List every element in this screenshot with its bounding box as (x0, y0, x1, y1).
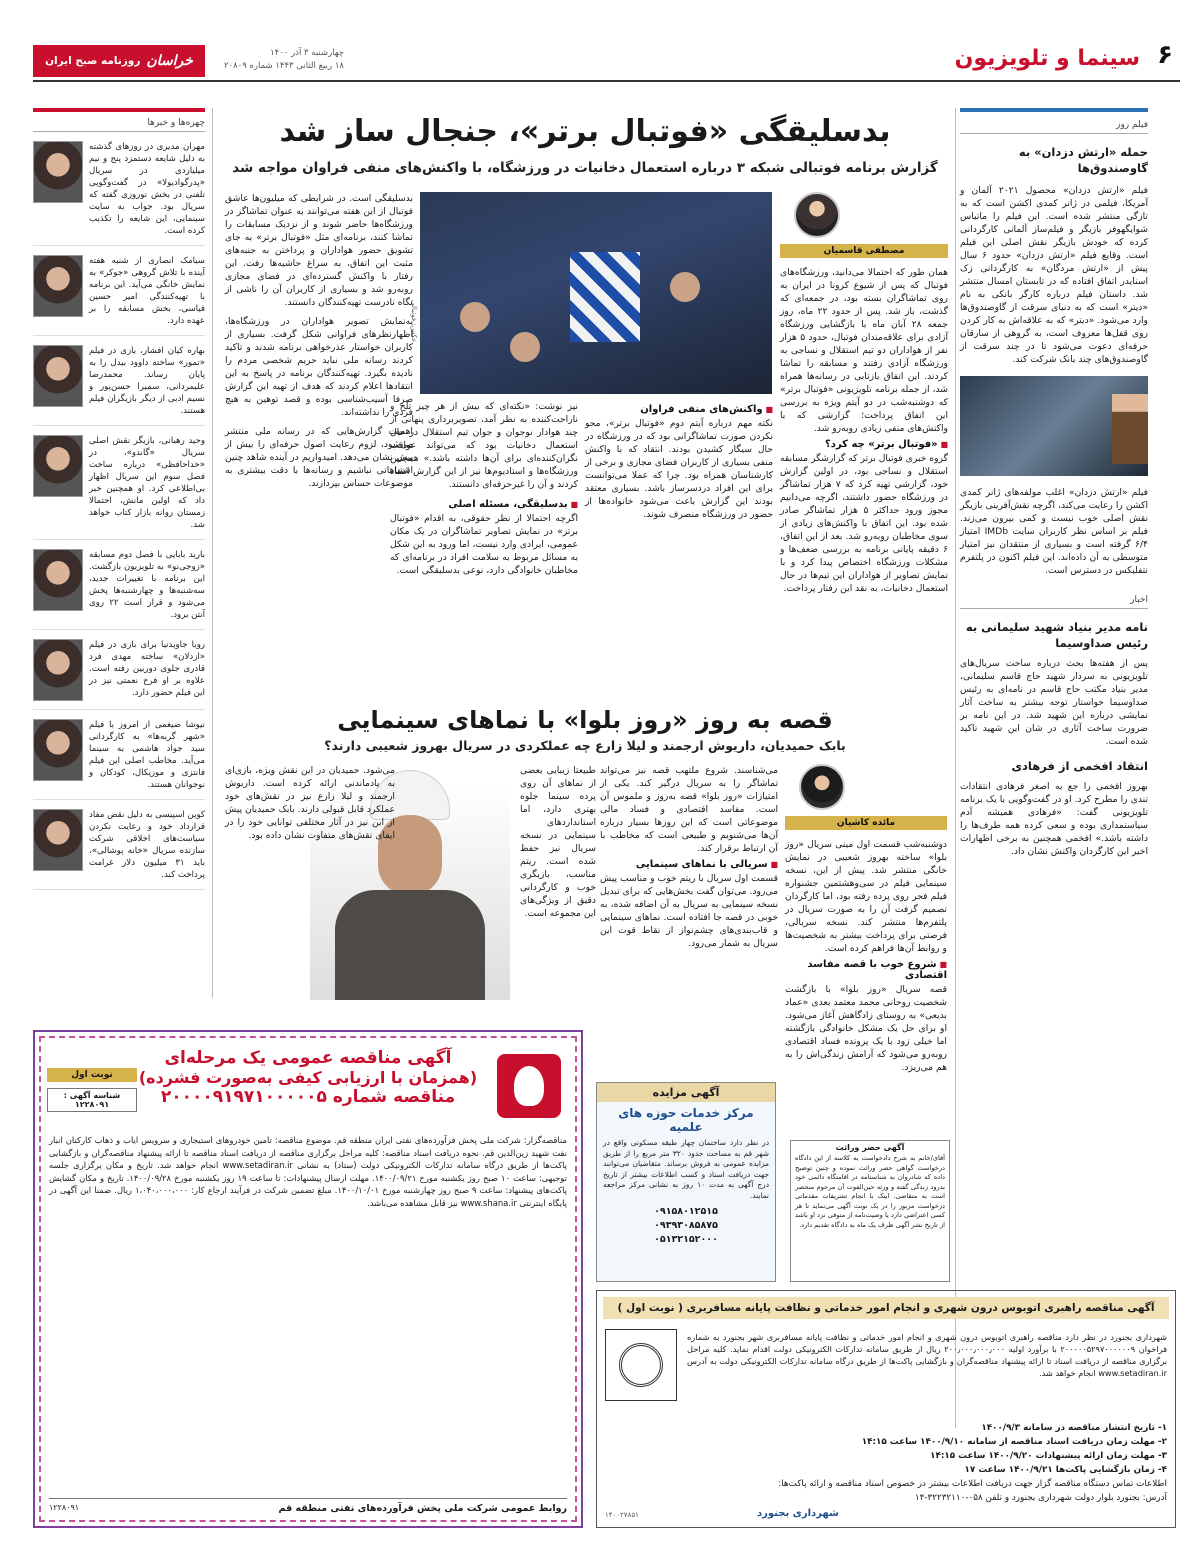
left-column-header: چهره‌ها و خبرها (33, 118, 205, 132)
people-news-item (33, 639, 205, 710)
people-news-item (33, 719, 205, 800)
main-paragraph-1: همان طور که احتمالا می‌دانید، ورزشگاه‌های فوتبال که پس از شیوع کرونا در ایران به روی تماشاگران بسته بود، در جمعه‌ای که گذشت، باز شد. پس از حدود ۲۲ ماه، روز جمعه ۲۸ آبان ماه با بازگشایی ورزشگاه آزادی برای علاقه‌مندان فوتبال، حدود ۵ هزار نفر از هواداران دو تیم استقلال و نساجی به ورزشگاه آزادی رفتند و مسابقه را تماشا کردند. این اتفاق بازتابی در رسانه‌ها همراه شد، از جمله برنامه تلویزیونی «فوتبال برتر» که دوشنبه‌شب در دو آیتم ویژه به بررسی این اتفاق پرداخت؛ گزارشی که با واکنش‌های منفی زیادی روبه‌رو شد. (780, 267, 948, 434)
main-article-lead: گزارش برنامه فوتبالی شبکه ۳ درباره استعمال دخانیات در ورزشگاه، با واکنش‌های منفی فراوان مواجه شد (232, 160, 938, 176)
main-subhead-2: ■ واکنش‌های منفی فراوان (585, 404, 773, 415)
second-paragraph-3: قسمت اول سریال با ریتم خوب و مناسب پیش می‌رود. می‌توان گفت بخش‌هایی که برای تبدیل نسخه سینمایی به سریال به آن اضافه شده، به خوبی در قصه جا افتاده است. نماهای سینمایی و قاب‌بندی‌های چشم‌نواز از نقاط قوت این سریال به شمار می‌رود. (600, 873, 778, 949)
brand-name: خراسان (146, 53, 193, 69)
section-title: سینما و تلویزیون (954, 46, 1140, 71)
person-photo (33, 345, 83, 407)
main-paragraph-7: به‌نمایش تصویر هواداران در ورزشگاه‌ها، اظهارنظرهای فراوانی شکل گرفت. بسیاری از کاربران خواستار عذرخواهی برنامه شدند و تاکید کردند رسانه ملی نباید حریم شخصی مردم را نادیده بگیرد. تهیه‌کنندگان برنامه در پاسخ به این انتقادها اعلام کردند که هدف از تهیه این گزارش صرفا آسیب‌شناسی بوده و قصد توهین به هیچ فردی را نداشته‌اند. (225, 316, 413, 418)
robe-shape (335, 890, 485, 1000)
ad-title-2: (همزمان با ارزیابی کیفی به‌صورت فشرده) (138, 1068, 478, 1087)
brand-tagline: روزنامه صبح ایران (45, 55, 141, 67)
author-name-2: مائده کاشیان (785, 816, 947, 830)
fan-face (510, 332, 540, 362)
people-news-item (33, 809, 205, 890)
municipal-date-3: ۳- مهلت زمان ارائه پیشنهادات ۱۴۰۰/۹/۲۰ ساعت ۱۴:۱۵ (930, 1451, 1167, 1461)
second-paragraph-5: طبیعتا زیبایی بعضی از نماهای آن روی پرده سینما جلوه بهتری دارد، اما استانداردهای سینمایی در نسخه سریال نیز حفظ شده است. ریتم مناسب، بازیگری خوب و کارگردانی دقیق از ویژگی‌های این مجموعه است. (520, 765, 596, 919)
second-col-2 (600, 764, 778, 950)
people-news-item (33, 435, 205, 540)
main-subhead-1: ■ «فوتبال برتر» چه کرد؟ (780, 439, 948, 450)
auction-phone-1: ۰۹۱۵۸۰۱۲۵۱۵ (654, 1206, 718, 1217)
box1-paragraph-1: فیلم «ارتش دزدان» محصول ۲۰۲۱ آلمان و آمریکا، فیلمی در ژانر کمدی اکشن است که به تازگی منتشر شده است. این فیلم را ماتیاس شوایگهوفر بازیگر و فیلم‌ساز آلمانی کارگردانی کرده که خودش بازیگر نقش اصلی این فیلم است. وقایع فیلم «ارتش دزدان» حدود ۶ سال پیش از «ارتش مردگان» به کارگردانی زک اسنایدر اتفاق افتاده که در تابستان امسال منتشر شد. داستان فیلم درباره کارگر بانکی به نام «دیتر» است که به دنیای سرقت از گاوصندوق‌ها وارد می‌شود. «دیتر» که به علاقه‌اش به کار کردن روی قفل‌ها معروف است، به گروهی از سارقان حرفه‌ای دعوت می‌شود تا در چند سرقت از گاوصندوق‌های چند بانک شرکت کند. (960, 185, 1149, 365)
box2-title-1: نامه مدیر بنیاد شهید سلیمانی به رئیس صداوسیما (965, 620, 1148, 650)
second-article-title: قصه به روز «روز بلوا» با نماهای سینمایی (337, 706, 833, 734)
municipal-date-4: ۴- زمان بازگشایی پاکت‌ها ۱۴۰۰/۹/۲۱ ساعت ۱۷ (964, 1465, 1167, 1475)
people-news-text: رویا جاویدنیا برای بازی در فیلم «ازدلان» ساخته مهدی فرد قادری جلوی دوربین رفته است. علاوه بر او فرخ نعمتی نیز در این فیلم حضور دارد. (89, 640, 205, 698)
box1-title: حمله «ارتش دزدان» به گاوصندوق‌ها (1018, 145, 1148, 175)
ad-meta (47, 1068, 137, 1112)
fan-face (460, 302, 490, 332)
author-name: مصطفی قاسمیان (780, 244, 948, 258)
main-paragraph-8: اهمیت گزارش‌هایی که در رسانه ملی منتشر می‌شود، لزوم رعایت اصول حرفه‌ای را بیش از پیش نشان می‌دهد. امیدواریم در آینده شاهد چنین اشتباهاتی نباشیم و رسانه‌ها با دقت بیشتری به موضوعات حساس بپردازند. (225, 426, 413, 489)
film-still-photo (960, 376, 1148, 476)
auction-title-1: آگهی مزایده (597, 1083, 775, 1102)
legal-notice-ad (790, 1140, 950, 1282)
municipal-date-2: ۲- مهلت زمان دریافت اسناد مناقصه از سامانه ۱۴۰۰/۹/۱۰ ساعت ۱۴:۱۵ (861, 1437, 1167, 1447)
ad-heading (135, 1048, 481, 1107)
ad-title-3: مناقصه شماره ۲۰۰۰۰۹۱۹۷۱۰۰۰۰۰۵ (160, 1087, 456, 1107)
municipal-title: آگهی مناقصه راهبری اتوبوس درون شهری و انجام امور خدماتی و نظافت پایانه مسافربری ( نوبت اول ) (603, 1297, 1169, 1319)
author-avatar (794, 192, 840, 238)
second-article-lead: بابک حمیدیان، داریوش ارجمند و لیلا زارع چه عملکردی در سریال بهروز شعیبی دارند؟ (324, 738, 846, 753)
header-rule (33, 80, 1180, 82)
people-news-text: نیوشا ضیغمی از امروز با فیلم «شهر گربه‌ها» به کارگردانی سید جواد هاشمی به سینما می‌آید. مخاطب اصلی این فیلم فانتزی و موزیکال، کودکان و نوجوانان هستند. (89, 720, 205, 790)
second-paragraph-1: دوشنبه‌شب قسمت اول مینی سریال «روز بلوا» ساخته بهروز شعیبی در نمایش خانگی منتشر شد. پیش از این، نسخه سینمایی فیلم در سی‌و‌هشتمین جشنواره فیلم فجر روی پرده رفته بود، اما کارگردان تصمیم گرفت آن را به صورت سریال در پلتفرم‌ها منتشر کند. نسخه سریالی، فرصتی برای پرداخت بیشتر به شخصیت‌ها و روابط آن‌ها فراهم کرده است. (785, 839, 947, 954)
auction-title-2: مرکز خدمات حوزه های علمیه (618, 1106, 754, 1134)
box1-header: فیلم روز (960, 120, 1148, 134)
people-news-item (33, 345, 205, 426)
box2-paragraph-2: بهروز افخمی را جع به اصغر فرهادی انتقادات تندی را مطرح کرد. او در گفت‌وگویی با یک برنامه تلویزیونی گفت: «فرهادی همیشه آدم سیاستمداری بوده و سعی کرده همه طرف‌ها را داشته باشد.» افخمی همچنین به برخی اظهارات اخیر این کارگردان واکنش نشان داد. (960, 781, 1148, 857)
left-column (33, 108, 205, 890)
main-paragraph-2: گروه خبری فوتبال برتر که گزارشگر مسابقه استقلال و نساجی بود، در اولین گزارش خود، گزارشی تهیه کرد که ۷ هزار تماشاگر در ورزشگاه حضور داشتند، اگرچه می‌دانیم مجوز ورود حداکثر ۵ هزار تماشاگر صادر شده بود. این اتفاق با واکنش‌های زیادی از سوی مخاطبان روبه‌رو شد. بعد از این اتفاق، ۶ دقیقه پایانی برنامه به بررسی ضعف‌ها و مشکلات ورزشگاه اختصاص پیدا کرد و با نمایش تصاویر از هواداران این تیم‌ها در حال استعمال دخانیات، به نقد این رفتار پرداخت. (780, 453, 949, 594)
municipal-date-1: ۱- تاریخ انتشار مناقصه در سامانه ۱۴۰۰/۹/۳ (981, 1423, 1167, 1433)
municipal-address: آدرس: بجنورد بلوار دولت شهرداری بجنورد و تلفن ۰۵۸-۳۲۲۳۲۱۱۰-۱۴ (914, 1493, 1167, 1503)
date-line-1: چهارشنبه ۳ آذر ۱۴۰۰ (270, 48, 344, 58)
people-news-text: بارید بابایی با فصل دوم مسابقه «زوجی‌نو» به تلویزیون بازگشت. این برنامه با تغییرات جدید، سه‌شنبه‌ها و چهارشنبه‌ها پخش می‌شود و قرار است ۲۲ روی آنتن برود. (89, 550, 205, 620)
main-paragraph-5: اگرچه احتمالا از نظر حقوقی، به اقدام «فوتبال برتر» در نمایش تصاویر تماشاگران در یک مکان عمومی، ایرادی وارد نیست، اما ورود به این شکل به مسائل مربوط به سلامت افراد در برنامه‌ای که مخاطبان خانوادگی دارد، نوعی بدسلیقگی است. (390, 513, 578, 576)
people-news-item (33, 255, 205, 336)
photo-credit: عکس: فوتبالی (410, 300, 418, 343)
people-news-text: سیامک انصاری از شنبه هفته آینده با تلاش گروهی «جوکر» به نمایش خانگی می‌آید. این برنامه با تهیه‌کنندگی امیر حسین قیاسی، بخش مسابقه را بر عهده دارد. (89, 256, 205, 326)
municipal-dates (605, 1421, 1167, 1505)
second-paragraph-4: می‌شناسند. شروع ملتهب قصه نیز می‌تواند تماشاگر را به سریال درگیر کند. یکی از امتیازات «روز بلوا» قصه به‌روز و ملموس آن است. مفاسد اقتصادی و فساد مالی موضوعاتی است که این روزها بسیار درباره آن‌ها می‌شنویم و طبیعی است که مخاطب با آن ارتباط برقرار کند. (600, 765, 778, 854)
municipal-code: ۱۴۰۰۲۷۸۵۱ (605, 1511, 639, 1519)
person-photo (33, 549, 83, 611)
date-line-2: ۱۸ ربیع الثانی ۱۴۴۳ شماره ۲۰۸۰۹ (223, 61, 344, 71)
box1-paragraph-2: فیلم «ارتش دزدان» اغلب مولفه‌های ژانر کمدی اکشن را رعایت می‌کند، اگرچه نقش‌آفرینی بازیگر نقش اصلی خوب نیست و کمی بیرون می‌زند. فیلم بر اساس نظر کاربران سایت IMDb امتیاز ۶/۴ گرفته است و بسیاری از منتقدان نیز امتیاز متوسطی به آن داده‌اند. این فیلم اکنون در پلتفرم نتفلیکس در دسترس است. (960, 487, 1148, 576)
second-subhead-2: ■ سریالی با نماهای سینمایی (600, 859, 778, 870)
flame-icon (514, 1066, 544, 1106)
person-photo (33, 809, 83, 871)
auction-body: در نظر دارد ساختمان چهار طبقه مسکونی واقع در شهر قم به مساحت حدود ۳۲۰ متر مربع را از طریق مزایده عمومی به فروش برساند. متقاضیان می‌توانند جهت دریافت اسناد و کسب اطلاعات بیشتر از تاریخ درج آگهی به مدت ۱۰ روز به نشانی مرکز مراجعه نمایند. (603, 1138, 769, 1200)
people-news-item (33, 549, 205, 630)
newspaper-logo (33, 45, 205, 77)
second-paragraph-6: می‌شود. حمیدیان در این نقش ویژه، بازی‌ای به یادماندنی ارائه کرده است. داریوش ارجمند و لیلا زارع نیز در نقش‌های خود عملکرد قابل قبولی دارند. بابک حمیدیان پیش از این نیز در آثار مختلفی توانایی خود را در ایفای نقش‌های متفاوت نشان داده بود. (225, 765, 395, 841)
legal-notice-body: آقای/خانم به شرح دادخواست به کلاسه از این دادگاه درخواست گواهی حصر وراثت نموده و چنین توضیح داده که شادروان به شناسنامه در اقامتگاه دائمی خود بدرود زندگی گفته و ورثه حین‌الفوت آن مرحوم منحصر است به متقاضی. اینک با انجام تشریفات مقدماتی درخواست مزبور را در یک نوبت آگهی می‌نماید تا هر کسی اعتراضی دارد یا وصیت‌نامه از متوفی نزد او باشد از تاریخ نشر آگهی ظرف یک ماه به دادگاه تقدیم دارد. (795, 1154, 945, 1229)
nioc-tender-ad (33, 1030, 583, 1528)
box2-title-2: انتقاد افخمی از فرهادی (1011, 759, 1148, 773)
main-subhead-3: ■ بدسلیقگی، مسئله اصلی (390, 499, 578, 510)
people-news-text: بهاره کیان افشار، بازی در فیلم «تمور» ساخته داوود بیدل را به پایان رساند. محمدرضا علیمردانی، سمیرا حسن‌پور و نسیم ادبی از دیگر بازیگران فیلم هستند. (89, 346, 205, 416)
left-column-bar (33, 108, 205, 112)
people-news-text: وحید رهبانی، بازیگر نقش اصلی سریال «گاندو»، در «خداحافظی» درباره ساخت فصل سوم این سریال اظهار بی‌اطلاعی کرد. او همچنین خبر داد که اولین مانش، احتمالا زمستان روانه بازار کتاب خواهد شد. (89, 436, 205, 530)
person-photo (33, 141, 83, 203)
fan-face (670, 272, 700, 302)
main-col-2 (585, 400, 773, 521)
main-col-4 (225, 192, 413, 490)
flag-shape (570, 252, 640, 342)
column-divider-left (212, 108, 213, 998)
box1-bar (960, 108, 1148, 112)
person-photo (33, 435, 83, 497)
nioc-logo (497, 1054, 561, 1118)
person-photo (33, 255, 83, 317)
date-block (214, 47, 344, 73)
auction-phone-2: ۰۹۳۹۳۰۸۵۸۷۵ (654, 1220, 718, 1231)
ad-title-1: آگهی مناقصه عمومی یک مرحله‌ای (164, 1048, 452, 1068)
second-col-4 (225, 764, 395, 842)
people-news-text: مهران مدیری در روزهای گذشته به دلیل شایعه دستمزد پنج و نیم میلیاردی در سریال «پدرگوادیولا» در گفت‌وگویی تلفنی در بخش نوروزی گفته که سریال بود. جواب به سایت سینمایی، این شایعه را تکذیب کرده است. (89, 142, 205, 236)
main-paragraph-6: بدسلیقگی است. در شرایطی که میلیون‌ها عاشق فوتبال از این هفته می‌توانند به عنوان تماشاگر در ورزشگاه‌ها حاضر شوند و از نزدیک مسابقات را تماشا کنند، برنامه‌ای مثل «فوتبال برتر» به جای تشویق حضور هواداران و پرداختن به جنبه‌های مثبت این اتفاق، به سراغ حاشیه‌ها رفت. این رفتار با واکنش گسترده‌ای در فضای مجازی روبه‌رو شد و بسیاری از کاربران آن را ناشی از نگاه نادرست تهیه‌کنندگان دانستند. (225, 193, 413, 308)
people-news-list (33, 141, 205, 890)
main-paragraph-4: نیز نوشت: «نکته‌ای که بیش از هر چیز تلخ و ناراحت‌کننده به نظر آمد، تصویربرداری پنهانی از چند هوادار نوجوان و جوان تیم استقلال در حال استعمال دخانیات بود که می‌تواند عواقب نگران‌کننده‌ای برای آن‌ها داشته باشد.» همچنین ورزشگاه‌ها و استادیوم‌ها نیز از این گزارش انتقاد کردند و آن را غیرحرفه‌ای دانستند. (390, 401, 578, 490)
municipal-logo (605, 1329, 677, 1401)
auction-phone-3: ۰۵۱۳۲۱۵۲۰۰۰ (654, 1234, 718, 1245)
people-news-item (33, 141, 205, 246)
main-col-1 (780, 192, 948, 595)
legal-notice-title: آگهی حصر وراثت (835, 1143, 905, 1152)
figure-shape (1112, 394, 1148, 464)
emblem-icon (619, 1343, 663, 1387)
second-subhead-1: ■ شروع خوب با قصه مفاسد اقتصادی (785, 959, 947, 981)
ad-body: مناقصه‌گزار: شرکت ملی پخش فرآورده‌های نفتی ایران منطقه قم. موضوع مناقصه: تامین خودروهای استیجاری و سرویس ایاب و ذهاب کارکنان انبار نفت شهید زین‌الدین قم. نحوه دریافت اسناد مناقصه: کلیه مراحل برگزاری مناقصه از دریافت اسناد مناقصه تا ارائه پیشنهاد مناقصه‌گران و بازگشایی پاکت‌ها از طریق درگاه سامانه تدارکات الکترونیکی دولت (ستاد) به نشانی www.setadiran.ir انجام خواهد شد. تاریخ و مکان برگزاری جلسه توجیهی: ساعت ۱۰ صبح روز یکشنبه مورخ ۱۴۰۰/۰۹/۲۱. مهلت ارسال پیشنهادات: تا ساعت ۱۹ روز یکشنبه مورخ ۱۴۰۰/۰۹/۲۸. تاریخ و مکان گشایش پاکت‌های پیشنهاد: ساعت ۹ صبح روز چهارشنبه مورخ ۱۴۰۰/۱۰/۰۱. مبلغ تضمین شرکت در فرآیند ارجاع کار: ۱،۰۴۰،۰۰۰،۰۰۰ ریال. ضمنا این آگهی در پایگاه اینترنتی www.shana.ir نیز قابل مشاهده می‌باشد. (49, 1135, 567, 1208)
ad-id: شناسه آگهی : ۱۲۲۸۰۹۱ (47, 1088, 137, 1112)
main-article-title: بدسلیقگی «فوتبال برتر»، جنجال ساز شد (279, 114, 891, 149)
page-number: ۶ (1157, 40, 1173, 70)
person-photo (33, 719, 83, 781)
ad-footer (49, 1498, 567, 1514)
right-column (960, 108, 1148, 858)
ad-turn: نوبت اول (47, 1068, 137, 1082)
box2-paragraph-1: پس از هفته‌ها بحث درباره ساخت سریال‌های تلویزیونی به سردار شهید حاج قاسم سلیمانی، مدیر بنیاد مکتب حاج قاسم در نامه‌ای به رئیس صداوسیما خواستار توجه بیشتر به ساخت آثار نمایشی درباره این شهید شد. در این نامه بر ضرورت ساخت آثاری در شان این شهید تاکید شده است. (960, 658, 1148, 747)
author-avatar-2 (799, 764, 845, 810)
municipal-tender-ad (596, 1290, 1176, 1528)
ad-code: ۱۲۲۸۰۹۱ (49, 1503, 80, 1512)
second-col-1 (785, 764, 947, 1074)
second-col-3 (520, 764, 596, 920)
second-paragraph-2: قصه سریال «روز بلوا» با بازگشت شخصیت روحانی محمد معتمد بعدی «عماد بدیعی» به روستای زادگاهش آغاز می‌شود. او برای حل یک مشکل خانوادگی بازگشته اما خیلی زود با یک پرونده فساد اقتصادی روبه‌رو می‌شود که آرامش زندگی‌اش را به هم می‌ریزد. (785, 984, 947, 1073)
box2-header: اخبار (960, 595, 1148, 609)
ad-footer-text: روابط عمومی شرکت ملی پخش فرآورده‌های نفتی منطقه قم (278, 1503, 567, 1514)
auction-phones (597, 1205, 775, 1247)
person-photo (33, 639, 83, 701)
people-news-text: کوین اسپیسی به دلیل نقض مفاد قرارداد خود و رعایت نکردن سیاست‌های اخلاقی شرکت سازنده سریال «خانه پوشالی»، باید ۳۱ میلیون دلار غرامت پرداخت کند. (89, 810, 206, 880)
column-divider-right (955, 108, 956, 1428)
municipal-body: شهرداری بجنورد در نظر دارد مناقصه راهبری اتوبوس درون شهری و انجام امور خدماتی و نظافت پایانه مسافربری شهر بجنورد به شماره فراخوان ۲۰۰۰۰۰۵۲۹۷۰۰۰۰۰۰۹ با برآورد اولیه ۲۰۰٫۰۰۰٫۰۰۰٫۰۰۰ ریال از طریق سامانه تدارکات الکترونیکی دولت اقدام نماید. کلیه مراحل برگزاری مناقصه از دریافت اسناد تا ارائه پیشنهاد مناقصه‌گران و بازگشایی پاکت‌ها از طریق درگاه سامانه تدارکات الکترونیکی دولت به آدرس www.setadiran.ir انجام خواهد شد. (687, 1332, 1168, 1378)
main-col-3 (390, 400, 578, 577)
municipal-signature: شهرداری بجنورد (757, 1508, 839, 1519)
auction-ad (596, 1082, 776, 1282)
main-paragraph-3: نکته مهم درباره آیتم دوم «فوتبال برتر»، محو نکردن صورت تماشاگرانی بود که در ورزشگاه در حال سیگار کشیدن بودند. انتقاد که با واکنش منفی بسیاری از کاربران فضای مجازی و برخی از کارشناسان همراه بود. چرا که عملا می‌توانست برای این افراد دردسرساز باشد. بسیاری معتقد بودند این گزارش باعث می‌شود خانواده‌ها از حضور در ورزشگاه منصرف شوند. (585, 418, 773, 520)
municipal-contact: اطلاعات تماس دستگاه مناقصه گزار جهت دریافت اطلاعات بیشتر در خصوص اسناد مناقصه و ارائه پاکت‌ها: (778, 1479, 1167, 1489)
stadium-fans-photo (420, 192, 772, 394)
